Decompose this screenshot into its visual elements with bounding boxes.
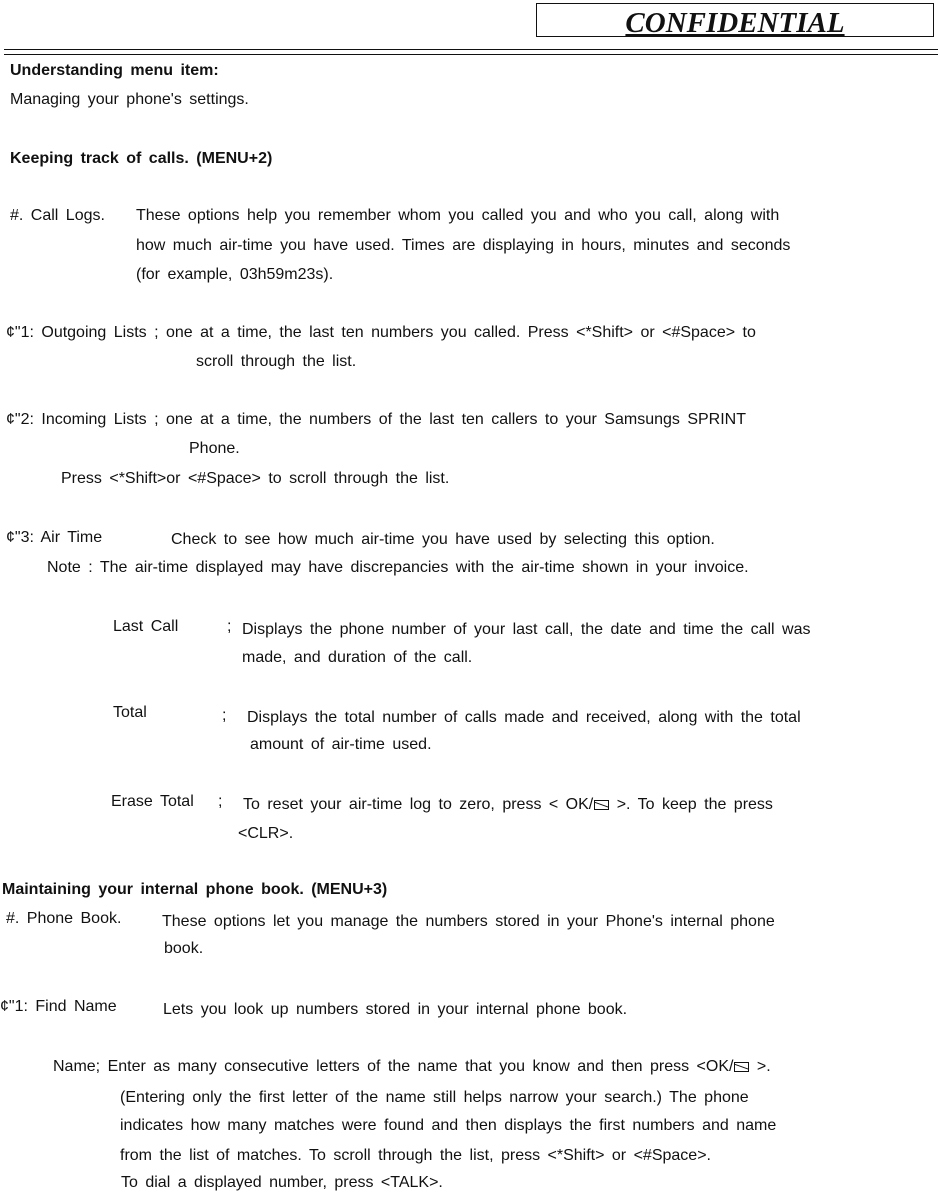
- total-label: Total: [113, 704, 147, 721]
- confidential-stamp: [536, 3, 934, 37]
- name-instruction-text: Name; Enter as many consecutive letters of the name that you know and then press <OK/: [53, 1058, 734, 1075]
- intro-subheading: Managing your phone's settings.: [10, 91, 249, 108]
- erase-total-line: [243, 795, 773, 815]
- erase-total-text: >. To keep the press: [616, 796, 773, 813]
- call-logs-line: These options help you remember whom you called you and who you call, along with: [136, 207, 780, 224]
- incoming-lists-line: Press <*Shift>or <#Space> to scroll through the list.: [61, 470, 450, 487]
- envelope-icon: [594, 800, 609, 810]
- name-instruction-line: (Entering only the first letter of the name still helps narrow your search.) The phone: [120, 1089, 749, 1106]
- air-time-label: ¢"3: Air Time: [6, 529, 103, 546]
- last-call-label: Last Call: [113, 618, 179, 635]
- name-instruction-text: >.: [756, 1058, 771, 1075]
- air-time-description: Check to see how much air-time you have used by selecting this option.: [171, 531, 715, 548]
- phone-book-label: #. Phone Book.: [6, 910, 122, 927]
- last-call-line: Displays the phone number of your last call, the date and time the call was: [242, 621, 811, 638]
- call-logs-label: #. Call Logs.: [10, 207, 105, 224]
- header-rule-bottom: [4, 54, 938, 55]
- call-logs-line: how much air-time you have used. Times are displaying in hours, minutes and seconds: [136, 237, 791, 254]
- last-call-line: made, and duration of the call.: [242, 649, 473, 666]
- last-call-separator: ;: [227, 618, 232, 635]
- call-logs-line: (for example, 03h59m23s).: [136, 266, 334, 283]
- phone-book-line: book.: [164, 940, 204, 957]
- section-heading-phone-book: Maintaining your internal phone book. (MENU+3): [2, 881, 388, 898]
- erase-total-line: <CLR>.: [238, 825, 294, 842]
- intro-heading: Understanding menu item:: [10, 62, 219, 79]
- name-instruction-line: To dial a displayed number, press <TALK>.: [121, 1174, 443, 1191]
- outgoing-lists-line: scroll through the list.: [196, 353, 357, 370]
- erase-total-text: To reset your air-time log to zero, press < OK/: [243, 796, 594, 813]
- total-separator: ;: [222, 707, 227, 724]
- name-instruction-line: [53, 1057, 771, 1077]
- envelope-icon: [734, 1062, 749, 1072]
- find-name-description: Lets you look up numbers stored in your internal phone book.: [163, 1001, 628, 1018]
- outgoing-lists-line: ¢"1: Outgoing Lists ; one at a time, the last ten numbers you called. Press <*Shift> or <#Space> to: [6, 324, 756, 341]
- find-name-label: ¢"1: Find Name: [0, 998, 117, 1015]
- total-line: amount of air-time used.: [250, 736, 432, 753]
- phone-book-line: These options let you manage the numbers stored in your Phone's internal phone: [162, 913, 775, 930]
- incoming-lists-line: ¢"2: Incoming Lists ; one at a time, the numbers of the last ten callers to your Samsungs SPRINT: [6, 411, 746, 428]
- total-line: Displays the total number of calls made and received, along with the total: [247, 709, 801, 726]
- name-instruction-line: from the list of matches. To scroll through the list, press <*Shift> or <#Space>.: [120, 1147, 711, 1164]
- incoming-lists-line: Phone.: [189, 440, 240, 457]
- erase-total-label: Erase Total: [111, 793, 194, 810]
- header-rule-top: [4, 49, 938, 50]
- name-instruction-line: indicates how many matches were found and then displays the first numbers and name: [120, 1117, 777, 1134]
- erase-total-separator: ;: [218, 793, 223, 810]
- air-time-note: Note : The air-time displayed may have discrepancies with the air-time shown in your invoice.: [47, 559, 749, 576]
- section-heading-calls: Keeping track of calls. (MENU+2): [10, 150, 273, 167]
- confidential-text: CONFIDENTIAL: [625, 7, 845, 39]
